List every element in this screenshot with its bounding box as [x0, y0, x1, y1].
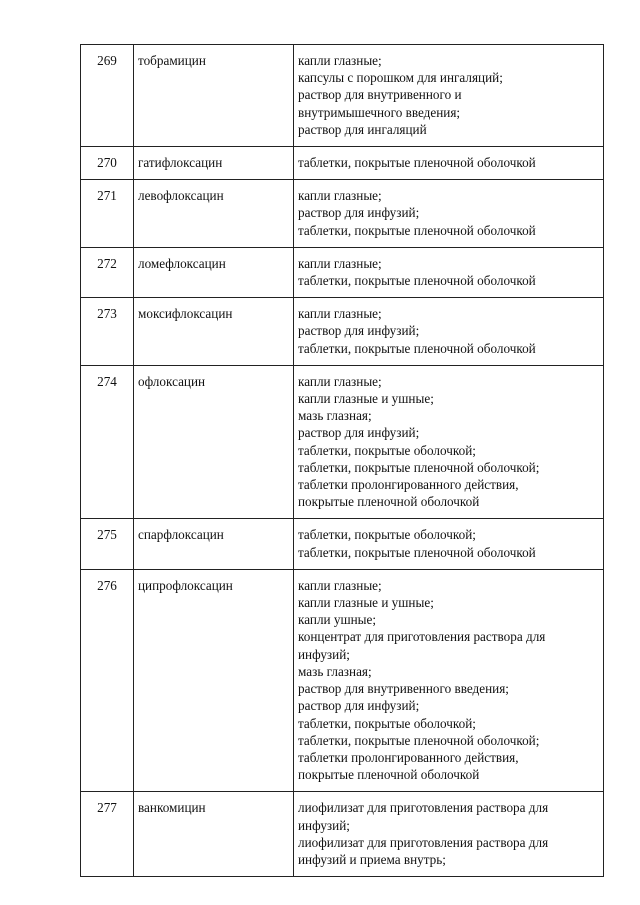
dosage-form-line: таблетки, покрытые пленочной оболочкой — [298, 544, 536, 560]
dosage-form-line: раствор для ингаляций — [298, 121, 427, 137]
dosage-form-line: раствор для инфузий; — [298, 323, 420, 339]
dosage-forms — [294, 569, 604, 791]
dosage-form-line: раствор для инфузий; — [298, 425, 420, 441]
dosage-form-line: мазь глазная; — [298, 663, 372, 679]
table-row — [81, 147, 604, 180]
row-number: 271 — [81, 180, 134, 248]
dosage-form-line: капли глазные; — [298, 577, 382, 593]
dosage-form-line: таблетки, покрытые пленочной оболочкой — [298, 340, 536, 356]
dosage-form-line: раствор для внутривенного и — [298, 87, 462, 103]
row-number: 273 — [81, 298, 134, 366]
dosage-form-line: лиофилизат для приготовления раствора для — [298, 800, 549, 816]
dosage-form-line: покрытые пленочной оболочкой — [298, 767, 480, 783]
dosage-form-line: таблетки, покрытые пленочной оболочкой — [298, 222, 536, 238]
dosage-form-line: раствор для инфузий; — [298, 698, 420, 714]
dosage-form-line: мазь глазная; — [298, 408, 372, 424]
dosage-forms — [294, 147, 604, 180]
dosage-form-line: раствор для инфузий; — [298, 205, 420, 221]
dosage-form-line: капсулы с порошком для ингаляций; — [298, 70, 503, 86]
drug-name: левофлоксацин — [134, 180, 294, 248]
dosage-form-line: капли ушные; — [298, 612, 377, 628]
dosage-form-line: инфузий и приема внутрь; — [298, 851, 446, 867]
row-number: 274 — [81, 365, 134, 519]
table-row — [81, 247, 604, 297]
drug-name: ципрофлоксацин — [134, 569, 294, 791]
drug-name: спарфлоксацин — [134, 519, 294, 569]
drug-name: гатифлоксацин — [134, 147, 294, 180]
dosage-forms — [294, 298, 604, 366]
dosage-form-line: инфузий; — [298, 817, 350, 833]
dosage-form-line: капли глазные; — [298, 373, 382, 389]
dosage-form-line: лиофилизат для приготовления раствора для — [298, 834, 549, 850]
dosage-form-line: капли глазные; — [298, 53, 382, 68]
table-row — [81, 792, 604, 877]
dosage-form-line: таблетки пролонгированного действия, — [298, 477, 519, 493]
dosage-form-line: внутримышечного введения; — [298, 104, 461, 120]
dosage-forms — [294, 247, 604, 297]
dosage-form-line: таблетки, покрытые оболочкой; — [298, 715, 476, 731]
table-row — [81, 180, 604, 248]
drug-name: ломефлоксацин — [134, 247, 294, 297]
dosage-form-line: покрытые пленочной оболочкой — [298, 494, 480, 510]
dosage-forms — [294, 519, 604, 569]
drug-name: тобрамицин — [134, 45, 294, 147]
dosage-form-line: таблетки, покрытые пленочной оболочкой; — [298, 732, 540, 748]
dosage-forms — [294, 365, 604, 519]
table-row — [81, 45, 604, 147]
dosage-form-line: капли глазные и ушные; — [298, 391, 434, 407]
row-number: 275 — [81, 519, 134, 569]
table-row — [81, 519, 604, 569]
dosage-form-line: капли глазные и ушные; — [298, 595, 434, 611]
row-number: 277 — [81, 792, 134, 877]
row-number: 276 — [81, 569, 134, 791]
dosage-form-line: таблетки пролонгированного действия, — [298, 749, 519, 765]
drug-name: офлоксацин — [134, 365, 294, 519]
table-row — [81, 569, 604, 791]
row-number: 269 — [81, 45, 134, 147]
dosage-forms — [294, 792, 604, 877]
table-row — [81, 365, 604, 519]
dosage-form-line: капли глазные; — [298, 306, 382, 322]
row-number: 270 — [81, 147, 134, 180]
dosage-form-line: капли глазные; — [298, 255, 382, 271]
dosage-form-line: раствор для внутривенного введения; — [298, 681, 509, 697]
row-number: 272 — [81, 247, 134, 297]
table-row — [81, 298, 604, 366]
drug-name: ванкомицин — [134, 792, 294, 877]
drug-table — [80, 44, 604, 877]
dosage-form-line: капли глазные; — [298, 188, 382, 204]
dosage-form-line: таблетки, покрытые пленочной оболочкой — [298, 155, 536, 171]
dosage-form-line: таблетки, покрытые пленочной оболочкой; — [298, 459, 540, 475]
dosage-form-line: инфузий; — [298, 646, 350, 662]
dosage-forms — [294, 45, 604, 147]
dosage-forms — [294, 180, 604, 248]
drug-name: моксифлоксацин — [134, 298, 294, 366]
dosage-form-line: концентрат для приготовления раствора для — [298, 629, 546, 645]
dosage-form-line: таблетки, покрытые пленочной оболочкой — [298, 273, 536, 289]
dosage-form-line: таблетки, покрытые оболочкой; — [298, 442, 476, 458]
dosage-form-line: таблетки, покрытые оболочкой; — [298, 527, 476, 543]
drug-table-body — [81, 45, 604, 877]
